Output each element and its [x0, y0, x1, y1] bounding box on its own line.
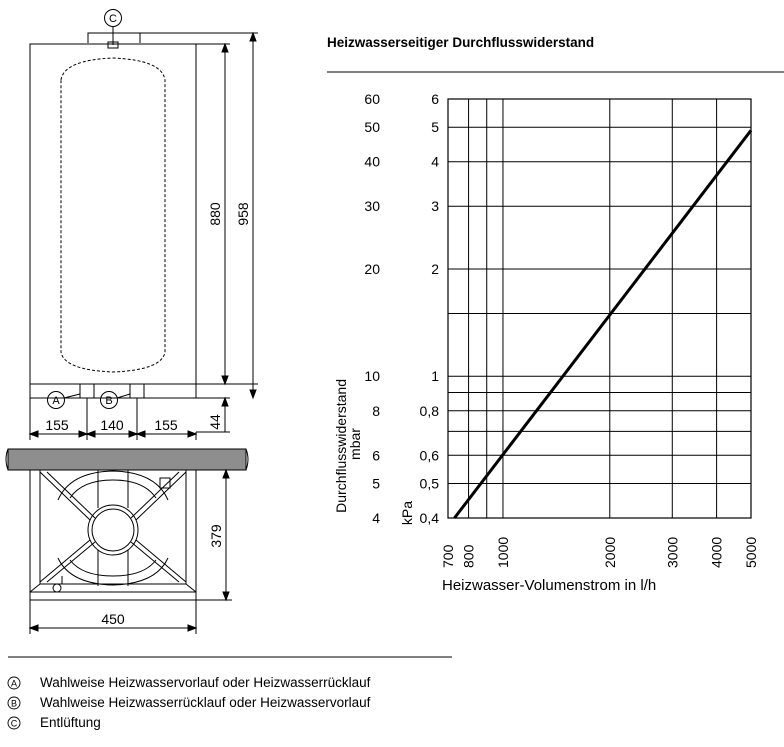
y-tick-label-kpa: 4	[431, 153, 439, 170]
dim-155-right: 155	[154, 417, 178, 433]
dim-880: 880	[207, 202, 223, 226]
x-tick-label: 2000	[601, 536, 618, 568]
y-tick-label-mbar: 60	[364, 91, 380, 107]
y-tick-label-kpa: 1	[431, 368, 439, 385]
dim-379: 379	[208, 524, 224, 548]
y-tick-label-mbar: 10	[364, 368, 380, 385]
y-tick-label-kpa: 0,4	[419, 510, 439, 526]
x-tick-label: 4000	[708, 536, 725, 568]
x-tick-labels	[440, 537, 759, 568]
wall-mount-bar	[8, 449, 246, 470]
inner-vessel-dashed	[61, 58, 165, 372]
legend-text: Wahlweise Heizwasserrücklauf oder Heizwasservorlauf	[40, 695, 371, 710]
y-tick-label-kpa: 0,8	[419, 402, 439, 419]
connection-a-stub	[80, 384, 94, 398]
dim-44: 44	[207, 414, 223, 430]
marker-c-label: C	[109, 13, 117, 25]
marker-b	[101, 392, 131, 409]
y-tick-label-kpa: 2	[431, 260, 439, 277]
dim-958: 958	[235, 202, 251, 226]
y-tick-label-kpa: 6	[431, 91, 439, 107]
y-tick-label-mbar: 5	[372, 475, 380, 492]
legend-marker-label: A	[10, 678, 18, 689]
y-tick-label-kpa: 0,5	[419, 475, 439, 492]
y-tick-label-mbar: 30	[364, 198, 380, 215]
y-tick-labels-mbar	[364, 91, 380, 526]
y-axis-label-mbar	[333, 375, 363, 513]
series-line	[454, 130, 751, 518]
y-tick-label-kpa: 3	[431, 198, 439, 215]
y-tick-label-kpa: 0,6	[419, 447, 439, 464]
x-axis-label: Heizwasser-Volumenstrom in l/h	[442, 577, 657, 594]
vent-marker-c	[105, 10, 122, 46]
technical-drawing	[6, 10, 258, 635]
y-tick-label-mbar: 4	[372, 510, 380, 526]
y-axis-label-kpa: kPa	[399, 500, 415, 526]
chart-title: Heizwasserseitiger Durchflusswiderstand	[327, 35, 595, 50]
legend-text: Entlüftung	[40, 715, 101, 730]
legend-marker-label: C	[10, 718, 18, 729]
marker-a	[48, 392, 81, 409]
x-tick-label: 5000	[743, 536, 759, 568]
y-tick-label-mbar: 50	[364, 119, 380, 136]
y-axis-label-line2: mbar	[347, 428, 363, 460]
x-tick-label: 700	[440, 544, 456, 568]
y-tick-label-mbar: 6	[372, 447, 380, 464]
dim-155-left: 155	[45, 417, 69, 433]
storage-body	[30, 44, 196, 384]
x-tick-label: 1000	[494, 536, 511, 568]
legend-marker-label: B	[10, 698, 18, 709]
y-tick-label-mbar: 40	[364, 153, 380, 170]
legend	[8, 675, 371, 730]
x-tick-label: 3000	[664, 536, 681, 568]
top-view-frame	[30, 470, 196, 600]
center-flange	[88, 505, 138, 555]
marker-a-label: A	[52, 395, 60, 407]
marker-b-label: B	[105, 395, 113, 407]
connection-b-stub	[130, 384, 144, 398]
y-tick-label-mbar: 20	[364, 260, 380, 277]
flow-resistance-chart	[333, 91, 759, 594]
legend-text: Wahlweise Heizwasservorlauf oder Heizwasserrücklauf	[40, 675, 371, 690]
x-tick-label: 800	[460, 544, 477, 568]
y-tick-labels-kpa	[420, 91, 440, 526]
series-group	[454, 130, 751, 518]
y-tick-label-mbar: 8	[372, 402, 380, 419]
y-tick-label-kpa: 5	[431, 119, 439, 136]
grid-horizontal	[448, 99, 751, 518]
dim-140: 140	[100, 417, 124, 433]
dim-450: 450	[101, 611, 125, 627]
y-axis-label-line1: Durchflusswiderstand	[333, 379, 349, 513]
